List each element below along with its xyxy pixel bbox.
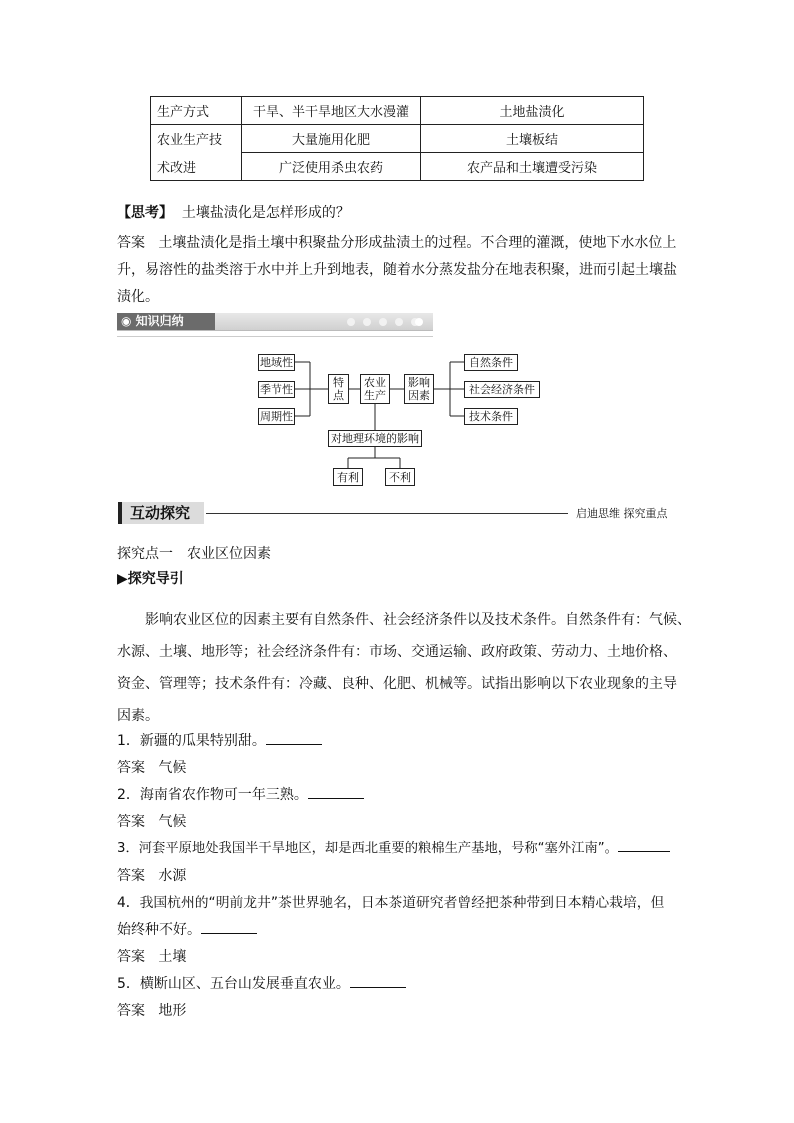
intro-text: 水源、土壤、地形等；社会经济条件有：市场、交通运输、政府政策、劳动力、土地价格、 (117, 644, 677, 660)
answer-text: 气候 (158, 760, 187, 776)
section-divider (206, 513, 568, 514)
answer-blank[interactable] (308, 784, 364, 799)
table-cell: 土壤板结 (421, 125, 644, 153)
diagram-box-impact: 对地理环境的影响 (328, 430, 422, 447)
table-cell: 农业生产技 (151, 125, 242, 153)
table-cell: 土地盐渍化 (421, 97, 644, 125)
play-icon: ▶ (117, 571, 128, 587)
answer-item (117, 998, 186, 1024)
answer-item (117, 755, 186, 781)
table-cell: 生产方式 (151, 97, 242, 125)
diagram-box-left: 周期性 (260, 410, 293, 423)
table-cell: 广泛使用杀虫农药 (242, 153, 421, 181)
answer-text: 气候 (158, 814, 187, 830)
think-question-text: 土壤盐渍化是怎样形成的？ (181, 205, 350, 221)
question-text: 2．海南省农作物可一年三熟。 (117, 787, 308, 803)
table-cell: 干旱、半干旱地区大水漫灌 (242, 97, 421, 125)
question-item (117, 836, 670, 862)
table-cell: 大量施用化肥 (242, 125, 421, 153)
section-subtitle: 启迪思维 探究重点 (576, 507, 668, 520)
answer-item (117, 863, 186, 889)
answer-item (117, 809, 186, 835)
diagram-box-factor: 影响因素 (404, 374, 434, 404)
table-cell: 农产品和土壤遭受污染 (421, 153, 644, 181)
section-title: 互动探究 (118, 502, 204, 524)
question-item (117, 917, 257, 943)
diagram-box-left: 季节性 (260, 383, 293, 396)
answer-text: 水源 (158, 868, 187, 884)
diagram-box-right: 自然条件 (464, 354, 518, 371)
question-text: 1．新疆的瓜果特别甜。 (117, 733, 266, 749)
explore-guide (117, 566, 184, 592)
answer-label: 答案 (117, 868, 145, 884)
answer-blank[interactable] (618, 837, 670, 852)
answer-blank[interactable] (266, 730, 322, 745)
explore-point-title: 探究点一 农业区位因素 (117, 546, 271, 562)
answer-item (117, 944, 186, 970)
question-item (117, 782, 364, 808)
answer-text: 渍化。 (117, 289, 159, 305)
question-item (117, 971, 406, 997)
diagram-box-good: 有利 (333, 468, 363, 486)
explore-guide-label: 探究导引 (127, 571, 184, 587)
answer-blank[interactable] (201, 919, 257, 934)
banner-title: 知识归纳 (135, 314, 184, 328)
answer-label: 答案 (117, 814, 145, 830)
diagram-box-bad: 不利 (385, 468, 415, 486)
answer-text: 土壤盐渍化是指土壤中积聚盐分形成盐渍土的过程。不合理的灌溉，使地下水水位上 (158, 235, 677, 251)
answer-label: 答案 (117, 235, 145, 251)
intro-text: 因素。 (117, 708, 159, 724)
answer-blank[interactable] (350, 973, 406, 988)
diagram-box-right: 社会经济条件 (464, 381, 540, 398)
answer-text: 土壤 (158, 949, 187, 965)
answer-label: 答案 (117, 949, 145, 965)
question-item (117, 728, 322, 754)
intro-text: 资金、管理等；技术条件有：冷藏、良种、化肥、机械等。试指出影响以下农业现象的主导 (117, 676, 677, 692)
answer-text: 升，易溶性的盐类溶于水中并上升到地表，随着水分蒸发盐分在地表积聚，进而引起土壤盐 (117, 262, 677, 278)
question-text: 5．横断山区、五台山发展垂直农业。 (117, 976, 350, 992)
diagram-box-feature: 特点 (328, 374, 349, 404)
answer-text: 地形 (158, 1003, 187, 1019)
diagram-box-center: 农业生产 (360, 374, 390, 404)
question-text: 4．我国杭州的“明前龙井”茶世界驰名，日本茶道研究者曾经把茶种带到日本精心栽培，但 (117, 895, 665, 911)
table-cell: 术改进 (151, 153, 242, 181)
diagram-box-left: 地域性 (260, 356, 293, 369)
circle-icon: ◉ (121, 314, 132, 328)
question-text: 3．河套平原地处我国半干旱地区，却是西北重要的粮棉生产基地，号称“塞外江南”。 (117, 841, 618, 856)
question-text: 始终种不好。 (117, 922, 201, 938)
diagram-box-right: 技术条件 (464, 408, 518, 425)
intro-text: 影响农业区位的因素主要有自然条件、社会经济条件以及技术条件。自然条件有：气候、 (145, 612, 691, 628)
think-tag: 【思考】 (117, 205, 173, 221)
answer-label: 答案 (117, 760, 145, 776)
answer-label: 答案 (117, 1003, 145, 1019)
